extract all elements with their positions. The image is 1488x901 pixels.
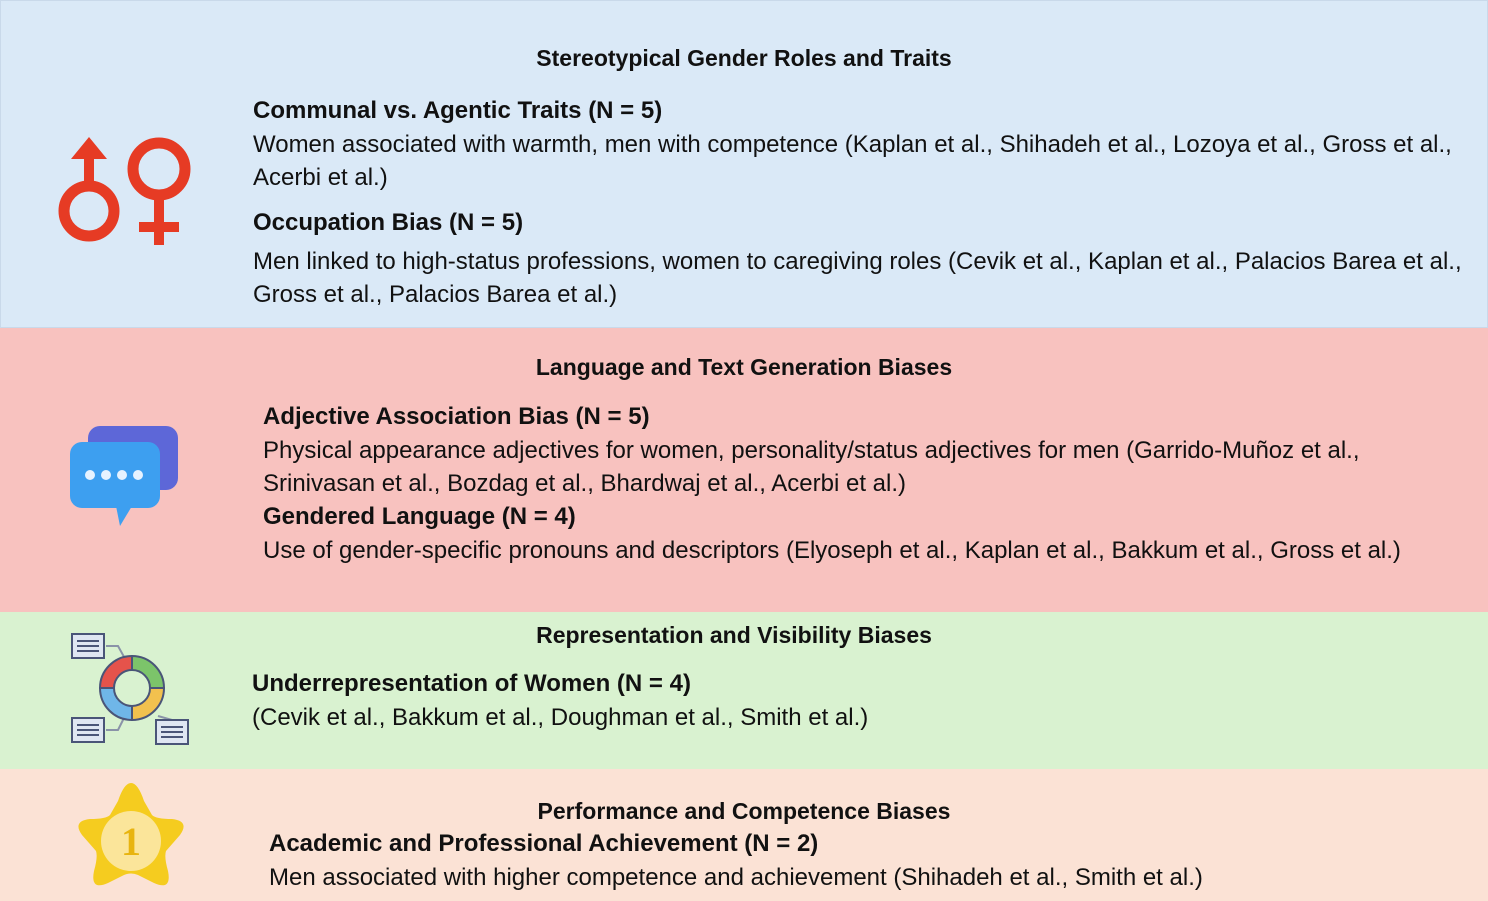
subcategory-description: Women associated with warmth, men with competence (Kaplan et al., Shihadeh et al., Lozoya et al., Gross et al., Acerbi et al.) [253, 131, 1452, 191]
section-stereotypical-gender-roles [0, 0, 1488, 328]
subcategory-label: Occupation Bias (N = 5) [253, 209, 524, 236]
subcategory-label: Gendered Language (N = 4) [263, 503, 576, 530]
gender-symbols-icon [51, 131, 201, 251]
subcategory-description: Use of gender-specific pronouns and descriptors (Elyoseph et al., Kaplan et al., Bakkum et al., Gross et al.) [263, 537, 1401, 564]
section-title: Representation and Visibility Biases [536, 622, 932, 648]
section-title: Stereotypical Gender Roles and Traits [536, 45, 952, 71]
subcategory-label: Academic and Professional Achievement (N = 2) [269, 830, 819, 857]
subcategory-description: (Cevik et al., Bakkum et al., Doughman et al., Smith et al.) [252, 704, 869, 731]
section-language-text-generation [0, 328, 1488, 612]
subcategory-description: Physical appearance adjectives for women, personality/status adjectives for men (Garrido-Muñoz et al., Srinivasan et al., Bozdag et al., Bhardwaj et al., Acerbi et al.) [263, 437, 1360, 497]
subcategory-label: Adjective Association Bias (N = 5) [263, 403, 650, 430]
chat-bubbles-icon [66, 424, 182, 528]
section-performance-competence [0, 769, 1488, 901]
subcategory-label: Communal vs. Agentic Traits (N = 5) [253, 97, 663, 124]
medal-badge-number: 1 [121, 819, 141, 864]
section-title: Language and Text Generation Biases [535, 354, 953, 380]
donut-chart-documents-icon [68, 630, 194, 748]
subcategory-label: Underrepresentation of Women (N = 4) [252, 670, 691, 697]
subcategory-description: Men associated with higher competence and achievement (Shihadeh et al., Smith et al.) [269, 864, 1203, 891]
subcategory-description: Men linked to high-status professions, women to caregiving roles (Cevik et al., Kaplan et al., Palacios Barea et al., Gross et al., Palacios Barea et al.) [253, 248, 1462, 308]
star-medal-icon [68, 777, 194, 895]
section-title: Performance and Competence Biases [537, 798, 951, 824]
section-representation-visibility [0, 612, 1488, 769]
